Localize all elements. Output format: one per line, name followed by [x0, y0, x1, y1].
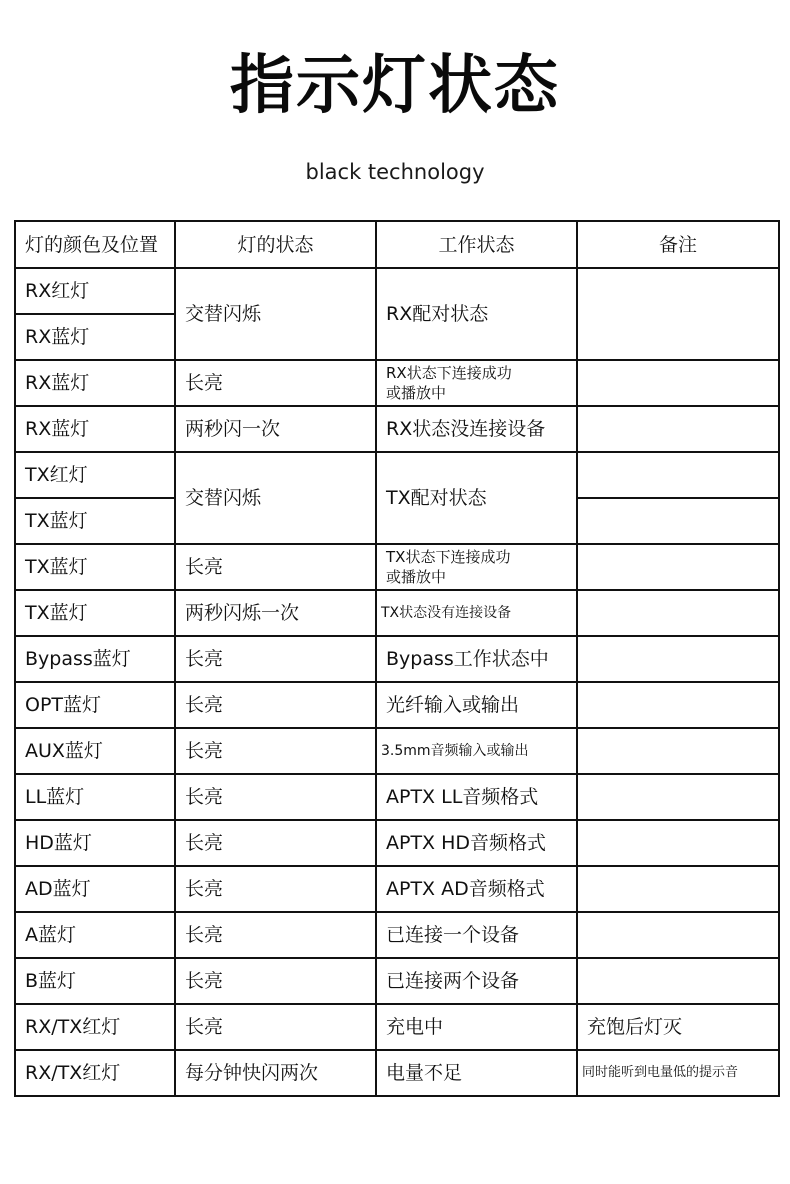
cell-note: 同时能听到电量低的提示音: [577, 1050, 779, 1096]
cell-work-state: TX配对状态: [376, 452, 577, 544]
cell-light-state: 长亮: [175, 912, 376, 958]
cell-work-state: 已连接两个设备: [376, 958, 577, 1004]
cell-light-state: 长亮: [175, 866, 376, 912]
cell-note: [577, 268, 779, 360]
cell-light-state: 长亮: [175, 544, 376, 590]
cell-light-state: 交替闪烁: [175, 452, 376, 544]
cell-light: TX蓝灯: [15, 498, 175, 544]
table-row: [15, 1050, 779, 1096]
cell-light: RX/TX红灯: [15, 1050, 175, 1096]
table-row: [15, 866, 779, 912]
table-row: [15, 774, 779, 820]
cell-work-state-line: 或播放中: [386, 384, 447, 402]
cell-note: [577, 682, 779, 728]
cell-light-state: 长亮: [175, 682, 376, 728]
header-light-state: 灯的状态: [175, 221, 376, 268]
table-row: [15, 360, 779, 406]
cell-work-state-line: RX状态下连接成功: [386, 364, 512, 382]
cell-work-state: 3.5mm音频输入或输出: [376, 728, 577, 774]
table-row: [15, 406, 779, 452]
header-note: 备注: [577, 221, 779, 268]
cell-note: [577, 912, 779, 958]
cell-light-state: 长亮: [175, 728, 376, 774]
table-row: [15, 682, 779, 728]
cell-work-state: 光纤输入或输出: [376, 682, 577, 728]
header-light-color-position: 灯的颜色及位置: [15, 221, 175, 268]
cell-light: TX蓝灯: [15, 544, 175, 590]
cell-work-state: TX状态没有连接设备: [376, 590, 577, 636]
cell-light: AD蓝灯: [15, 866, 175, 912]
cell-light-state: 长亮: [175, 820, 376, 866]
table-row: [15, 1004, 779, 1050]
cell-light: AUX蓝灯: [15, 728, 175, 774]
cell-work-state: 已连接一个设备: [376, 912, 577, 958]
page-subtitle: black technology: [305, 160, 485, 184]
cell-work-state: [376, 544, 577, 590]
table-row: [15, 452, 779, 498]
cell-light: B蓝灯: [15, 958, 175, 1004]
cell-light-state: 长亮: [175, 1004, 376, 1050]
cell-light: A蓝灯: [15, 912, 175, 958]
table-header-row: [15, 221, 779, 268]
cell-note: 充饱后灯灭: [577, 1004, 779, 1050]
cell-light-state: 长亮: [175, 360, 376, 406]
cell-light: HD蓝灯: [15, 820, 175, 866]
cell-note: [577, 820, 779, 866]
cell-note: [577, 590, 779, 636]
cell-note: [577, 360, 779, 406]
cell-light-state: 长亮: [175, 636, 376, 682]
cell-light: RX红灯: [15, 268, 175, 314]
cell-light: RX蓝灯: [15, 406, 175, 452]
cell-work-state-line: TX状态下连接成功: [386, 548, 511, 566]
table-row: [15, 912, 779, 958]
table-row: [15, 268, 779, 314]
cell-note: [577, 452, 779, 498]
cell-light: LL蓝灯: [15, 774, 175, 820]
cell-light-state: 长亮: [175, 958, 376, 1004]
table-row: [15, 958, 779, 1004]
indicator-status-table: [14, 220, 780, 1097]
cell-note: [577, 774, 779, 820]
cell-light: RX蓝灯: [15, 360, 175, 406]
cell-note: [577, 636, 779, 682]
cell-work-state: RX状态没连接设备: [376, 406, 577, 452]
cell-work-state: APTX LL音频格式: [376, 774, 577, 820]
cell-light: TX蓝灯: [15, 590, 175, 636]
cell-light-state: 两秒闪烁一次: [175, 590, 376, 636]
table-row: [15, 820, 779, 866]
page-title: 指示灯状态: [230, 49, 560, 123]
cell-work-state: Bypass工作状态中: [376, 636, 577, 682]
cell-work-state: RX配对状态: [376, 268, 577, 360]
cell-note: [577, 406, 779, 452]
cell-light: RX/TX红灯: [15, 1004, 175, 1050]
cell-note: [577, 866, 779, 912]
cell-light: RX蓝灯: [15, 314, 175, 360]
cell-light-state: 每分钟快闪两次: [175, 1050, 376, 1096]
cell-work-state: APTX HD音频格式: [376, 820, 577, 866]
cell-light-state: 长亮: [175, 774, 376, 820]
cell-work-state-line: 或播放中: [386, 568, 447, 586]
header-work-state: 工作状态: [376, 221, 577, 268]
cell-work-state: 充电中: [376, 1004, 577, 1050]
cell-note: [577, 498, 779, 544]
cell-light-state: 两秒闪一次: [175, 406, 376, 452]
cell-light-state: 交替闪烁: [175, 268, 376, 360]
cell-light: OPT蓝灯: [15, 682, 175, 728]
table-row: [15, 636, 779, 682]
cell-light: Bypass蓝灯: [15, 636, 175, 682]
cell-note: [577, 544, 779, 590]
table-row: [15, 544, 779, 590]
cell-note: [577, 728, 779, 774]
cell-light: TX红灯: [15, 452, 175, 498]
cell-work-state: 电量不足: [376, 1050, 577, 1096]
cell-note: [577, 958, 779, 1004]
cell-work-state: APTX AD音频格式: [376, 866, 577, 912]
table-row: [15, 590, 779, 636]
cell-work-state: [376, 360, 577, 406]
table-row: [15, 728, 779, 774]
